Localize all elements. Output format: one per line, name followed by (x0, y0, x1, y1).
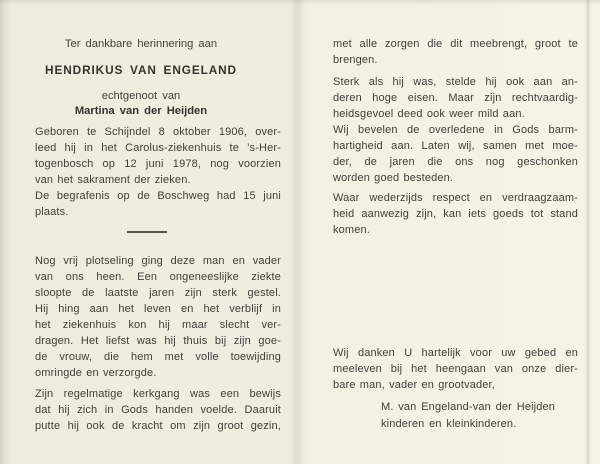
paragraph-respect (333, 190, 578, 238)
dedication-text: Ter dankbare herinnering aan (64, 38, 218, 50)
text-line: het ziekenhuis kon hij maar slecht ver- (35, 319, 281, 331)
text-line: dat hij zich in Gods handen voelde. Daaruit (35, 404, 281, 416)
text-line: van het sakrament der zieken. (35, 174, 191, 186)
text-line: leed hij in het Carolus-ziekenhuis te ’s-Her- (35, 142, 281, 154)
section-divider (127, 231, 167, 233)
text-line: der, de jaren die ons nog geschonken (333, 156, 578, 168)
text-line: deren hoge eisen. Maar zijn rechtvaardig- (333, 92, 578, 104)
text-line: Nog vrij plotseling ging deze man en vader (35, 255, 281, 267)
text-line: Wij bevelen de overledene in Gods barm- (333, 124, 578, 136)
paragraph-character (333, 74, 578, 186)
paragraph-thanks (333, 345, 578, 393)
text-line: Sterk als hij was, stelde hij ook aan an- (333, 76, 578, 88)
text-line: heid aanwezig zijn, kan iets goeds tot stand (333, 208, 578, 220)
paragraph-faith (35, 386, 281, 434)
deceased-name: HENDRIKUS VAN ENGELAND (45, 63, 237, 77)
text-line: plaats. (35, 206, 69, 218)
text-line: putte hij ook de kracht om zijn groot gezin, (35, 420, 281, 432)
text-line: de vrouw, die hem met volle toewijding (35, 351, 281, 363)
text-line: brengen. (333, 54, 378, 66)
text-line: worden goed besteden. (333, 172, 454, 184)
text-line: van ons heen. Een ongeneeslijke ziekte (35, 271, 281, 283)
text-line: Waar wederzijds respect en verdraagzaam- (333, 192, 578, 204)
left-page (35, 0, 281, 464)
text-line: dragen. Het liefst was hij thuis bij zijn goe- (35, 335, 281, 347)
text-line: sloopte de laatste jaren zijn sterk gestel. (35, 287, 281, 299)
signature-block (333, 399, 578, 433)
text-line: togenbosch op 12 juni 1978, nog voorzien (35, 158, 281, 170)
text-line: M. van Engeland-van der Heijden (381, 401, 556, 413)
paragraph-continuation (333, 36, 578, 68)
text-line: Geboren te Schijndel 8 oktober 1906, over- (35, 126, 281, 138)
text-line: bare man, vader en grootvader, (333, 379, 495, 391)
paragraph-illness (35, 253, 281, 381)
text-line: meeleven bij het heengaan van onze dier- (333, 363, 578, 375)
relation-text: echtgenoot van (101, 90, 181, 102)
text-line: Wij danken U hartelijk voor uw gebed en (333, 347, 578, 359)
text-line: De begrafenis op de Boschweg had 15 juni (35, 190, 281, 202)
paragraph-life-dates (35, 124, 281, 220)
text-line: Hij hing aan het leven en het verblijf in (35, 303, 281, 315)
right-page (333, 0, 578, 464)
text-line: met alle zorgen die dit meebrengt, groot te (333, 38, 578, 50)
spouse-name: Martina van der Heijden (74, 105, 208, 117)
text-line: kinderen en kleinkinderen. (381, 418, 517, 430)
text-line: hartigheid aan. Laten wij, samen met moe- (333, 140, 578, 152)
text-line: Zijn regelmatige kerkgang was een bewijs (35, 388, 281, 400)
text-line: omringde en verzorgde. (35, 367, 157, 379)
text-line: heidsgevoel deed ook weer mild aan. (333, 108, 525, 120)
text-line: komen. (333, 224, 370, 236)
